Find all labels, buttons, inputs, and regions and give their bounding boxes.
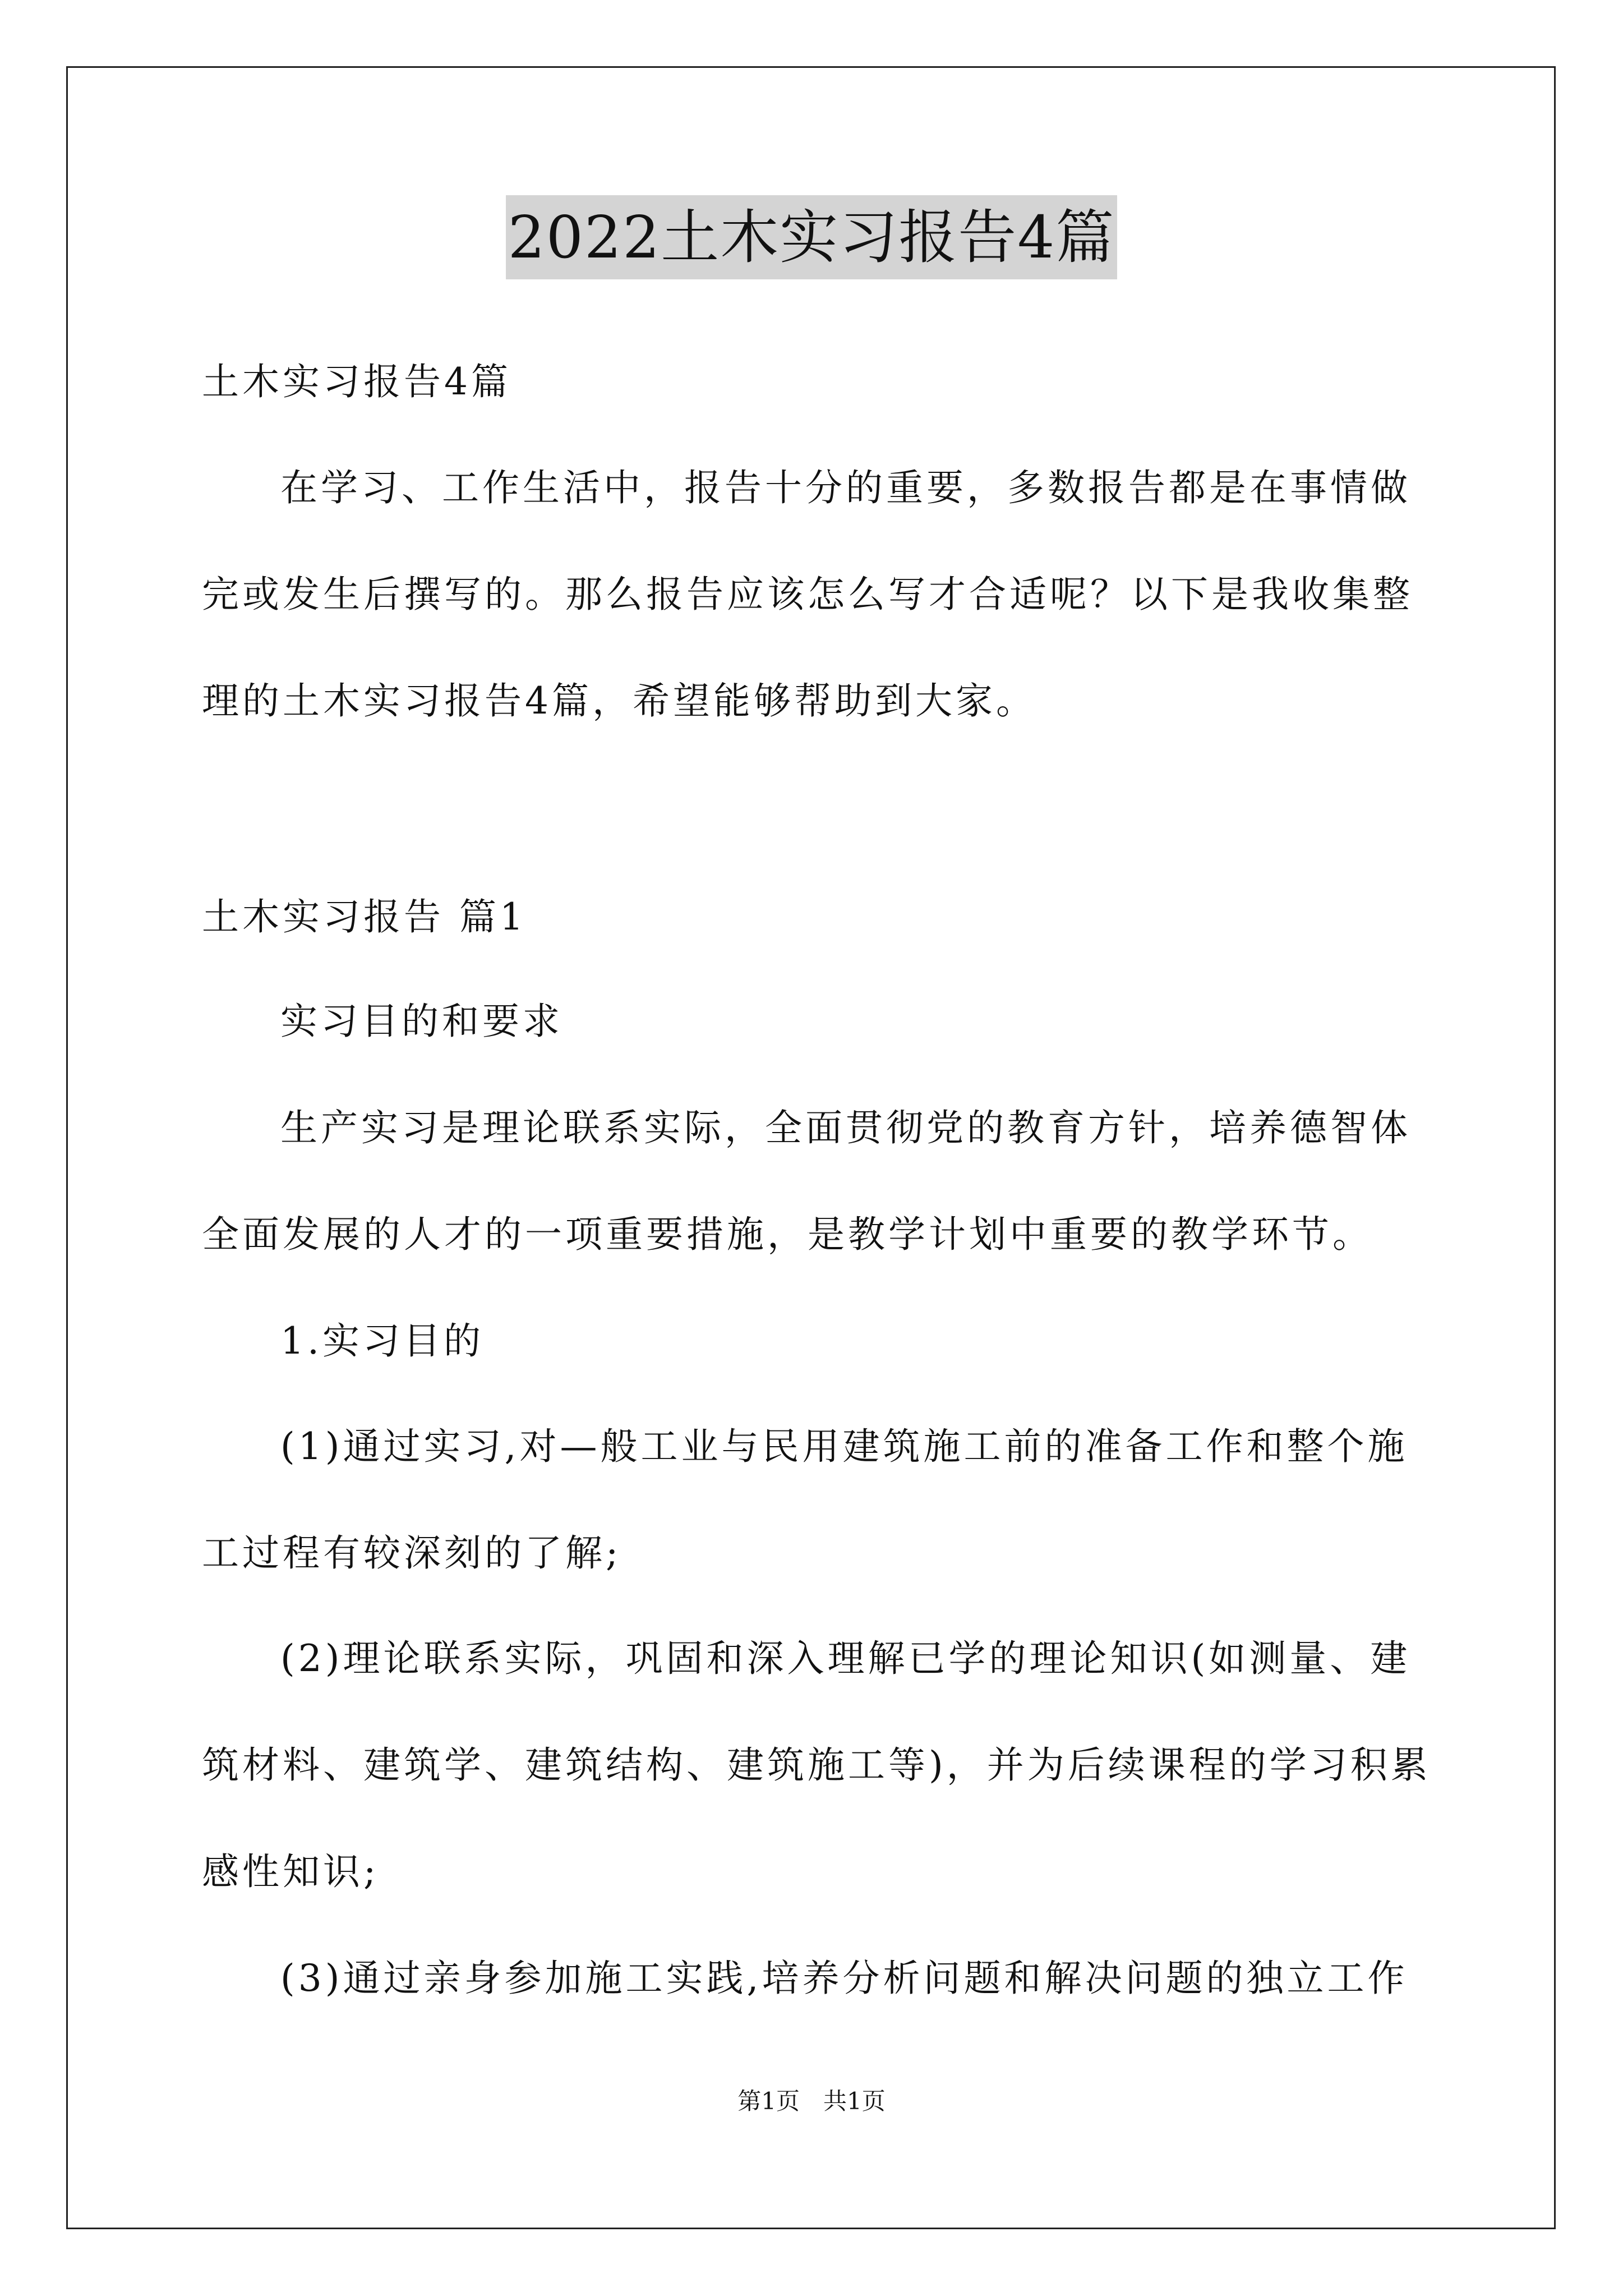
paragraph-line: 感性知识; — [202, 1850, 380, 1893]
document-title: 2022土木实习报告4篇 — [506, 195, 1118, 279]
paragraph-line: 在学习、工作生活中，报告十分的重要，多数报告都是在事情做 — [280, 466, 1411, 509]
paragraph-line: 工过程有较深刻的了解; — [202, 1531, 622, 1575]
paragraph-line: (3)通过亲身参加施工实践,培养分析问题和解决问题的独立工作 — [280, 1957, 1408, 2000]
title-area — [0, 195, 1623, 279]
paragraph-line: 理的土木实习报告4篇，希望能够帮助到大家。 — [202, 679, 1036, 723]
paragraph-line: 1.实习目的 — [280, 1319, 484, 1363]
paragraph-line: 全面发展的人才的一项重要措施，是教学计划中重要的教学环节。 — [202, 1213, 1373, 1256]
paragraph-line: (2)理论联系实际，巩固和深入理解已学的理论知识(如测量、建 — [280, 1637, 1411, 1680]
section-heading: 土木实习报告 篇1 — [202, 895, 527, 938]
paragraph-line: 完或发生后撰写的。那么报告应该怎么写才合适呢？以下是我收集整 — [202, 573, 1413, 616]
page-footer: 第1页 共1页 — [737, 2087, 886, 2115]
paragraph-line: 生产实习是理论联系实际，全面贯彻党的教育方针，培养德智体 — [280, 1106, 1411, 1149]
paragraph-line: 实习目的和要求 — [280, 1000, 563, 1043]
subtitle-line: 土木实习报告4篇 — [202, 360, 511, 403]
paragraph-line: 筑材料、建筑学、建筑结构、建筑施工等)，并为后续课程的学习积累 — [202, 1743, 1431, 1787]
paragraph-line: (1)通过实习,对—般工业与民用建筑施工前的准备工作和整个施 — [280, 1425, 1408, 1468]
